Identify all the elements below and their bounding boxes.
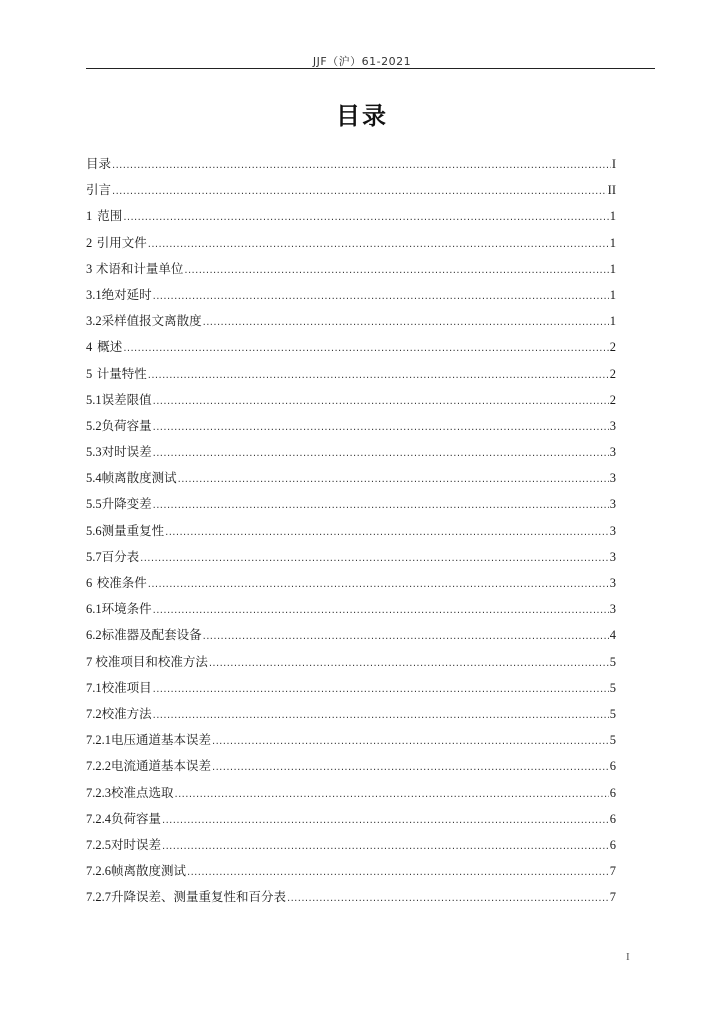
toc-entry-number: 7.2.2	[86, 759, 111, 774]
toc-entry-number: 5	[86, 366, 93, 381]
toc-entry-label: 帧离散度测试	[111, 863, 187, 879]
toc-leader-dots	[153, 496, 609, 511]
toc-entry-number: 7.2.7	[86, 890, 111, 905]
toc-leader-dots	[148, 235, 609, 250]
toc-entry[interactable]	[86, 652, 616, 678]
toc-entry-number: 6	[86, 576, 93, 590]
toc-entry-label: 计量特性	[96, 365, 147, 381]
toc-entry[interactable]	[86, 285, 616, 311]
toc-entry-label: 升降变差	[101, 496, 152, 512]
header-standard-code: JJF（沪）61-2021	[312, 55, 412, 68]
toc-entry-number: 7.2.5	[86, 837, 111, 852]
toc-entry-label: 校准方法	[101, 705, 152, 721]
toc-entry-label: 标准器及配套设备	[101, 627, 202, 643]
toc-entry-page: I	[611, 157, 616, 171]
toc-leader-dots	[140, 549, 609, 564]
toc-entry-page: 6	[609, 811, 616, 826]
toc-entry-page: 3	[609, 523, 616, 538]
toc-entry-label: 百分表	[101, 548, 140, 564]
toc-entry-page: 1	[609, 314, 616, 329]
toc-entry-label: 对时误差	[111, 836, 162, 852]
toc-entry-page: 4	[609, 628, 616, 643]
toc-entry[interactable]	[86, 468, 616, 494]
toc-entry-label: 误差限值	[101, 391, 152, 407]
toc-entry-number: 3.1	[86, 287, 102, 302]
toc-entry-label: 负荷容量	[111, 810, 162, 826]
toc-entry-label: 测量重复性	[101, 522, 165, 538]
toc-leader-dots	[112, 182, 607, 197]
toc-entry-number: 5.1	[86, 392, 102, 407]
toc-leader-dots	[153, 601, 609, 616]
toc-entry-page: 3	[609, 602, 616, 617]
toc-entry[interactable]	[86, 547, 616, 573]
toc-entry-label: 校准条件	[96, 575, 147, 590]
toc-entry[interactable]	[86, 311, 616, 337]
toc-entry-page: 5	[609, 706, 616, 721]
toc-leader-dots	[162, 811, 609, 826]
toc-leader-dots	[203, 627, 609, 642]
toc-entry-label: 引用文件	[96, 234, 147, 250]
toc-entry-page: 2	[609, 392, 616, 407]
toc-entry[interactable]	[86, 573, 616, 599]
toc-entry-page: 3	[609, 418, 616, 433]
toc-entry-label: 帧离散度测试	[101, 470, 177, 486]
toc-entry-number: 6.1	[86, 602, 102, 617]
toc-leader-dots	[209, 654, 609, 669]
toc-entry-number: 7.2.6	[86, 864, 111, 879]
toc-entry-number: 5.2	[86, 418, 102, 433]
toc-leader-dots	[287, 889, 609, 904]
toc-leader-dots	[212, 758, 609, 773]
toc-leader-dots	[165, 523, 609, 538]
toc-entry-page: 3	[609, 576, 616, 590]
toc-entry[interactable]	[86, 678, 616, 704]
toc-entry-page: 1	[609, 287, 616, 302]
toc-entry-page: 6	[609, 837, 616, 852]
toc-entry[interactable]	[86, 233, 616, 259]
toc-entry[interactable]	[86, 442, 616, 468]
toc-entry-label: 负荷容量	[101, 417, 152, 433]
toc-entry-label: 校准点选取	[111, 784, 174, 800]
toc-entry-number: 5.7	[86, 549, 102, 564]
toc-entry-label: 采样值报文离散度	[101, 313, 202, 329]
toc-entry[interactable]	[86, 521, 616, 547]
toc-entry-page: 5	[609, 654, 616, 669]
toc-entry-label: 术语和计量单位	[95, 260, 184, 276]
toc-leader-dots	[112, 156, 611, 171]
toc-entry-label: 电流通道基本误差	[111, 758, 212, 774]
toc-entry[interactable]	[86, 704, 616, 730]
toc-entry-label: 电压通道基本误差	[111, 732, 212, 748]
toc-entry-page: 3	[609, 471, 616, 486]
table-of-contents	[86, 154, 616, 913]
toc-entry-label: 升降误差、测量重复性和百分表	[111, 889, 287, 905]
toc-leader-dots	[148, 366, 609, 381]
toc-leader-dots	[175, 785, 609, 800]
footer-page-number: I	[626, 951, 630, 963]
toc-leader-dots	[187, 863, 609, 878]
toc-leader-dots	[153, 706, 609, 721]
toc-entry-number: 3	[86, 261, 93, 276]
toc-entry-page: 2	[609, 340, 616, 355]
toc-entry-number: 2	[86, 235, 93, 250]
toc-leader-dots	[162, 837, 609, 852]
toc-entry-number: 7.2.4	[86, 811, 111, 826]
toc-entry[interactable]	[86, 625, 616, 651]
toc-entry-label: 对时误差	[101, 444, 152, 460]
toc-entry[interactable]	[86, 337, 616, 363]
toc-entry-label: 引言	[86, 182, 112, 198]
toc-leader-dots	[153, 418, 609, 433]
toc-entry-page: 5	[609, 733, 616, 748]
toc-entry-number: 5.6	[86, 523, 102, 538]
toc-entry-page: 3	[609, 549, 616, 564]
toc-entry-number: 7.1	[86, 680, 102, 695]
toc-entry-page: 3	[609, 497, 616, 512]
toc-leader-dots	[178, 470, 609, 485]
toc-entry-label: 校准项目	[101, 679, 152, 695]
toc-entry-page: 7	[609, 864, 616, 879]
toc-leader-dots	[153, 287, 609, 302]
toc-entry[interactable]	[86, 756, 616, 782]
toc-entry-page: 1	[609, 209, 616, 224]
toc-entry-number: 3.2	[86, 314, 102, 329]
toc-entry-page: 2	[609, 366, 616, 381]
toc-entry[interactable]	[86, 887, 616, 913]
toc-entry[interactable]	[86, 494, 616, 520]
toc-entry-number: 5.5	[86, 497, 102, 512]
page-title: 目录	[336, 102, 388, 130]
toc-entry[interactable]	[86, 180, 616, 206]
toc-entry-page: 5	[609, 680, 616, 695]
header-rule	[86, 68, 655, 69]
toc-leader-dots	[153, 680, 609, 695]
toc-entry[interactable]	[86, 364, 616, 390]
toc-entry-label: 校准项目和校准方法	[95, 653, 208, 669]
toc-entry-label: 概述	[97, 339, 123, 355]
toc-entry-number: 7.2	[86, 706, 102, 721]
toc-entry[interactable]	[86, 416, 616, 442]
toc-entry[interactable]	[86, 783, 616, 809]
toc-entry-number: 6.2	[86, 628, 102, 643]
toc-entry[interactable]	[86, 154, 616, 180]
toc-leader-dots	[153, 392, 609, 407]
toc-entry[interactable]	[86, 809, 616, 835]
toc-entry-page: II	[607, 183, 616, 198]
toc-leader-dots	[203, 313, 609, 328]
toc-entry[interactable]	[86, 259, 616, 285]
toc-entry-number: 7.2.1	[86, 733, 111, 748]
toc-entry-page: 6	[609, 759, 616, 774]
toc-entry-page: 6	[609, 785, 616, 800]
toc-leader-dots	[153, 444, 609, 459]
toc-leader-dots	[123, 208, 608, 223]
toc-entry-label: 绝对延时	[101, 286, 152, 302]
toc-entry-number: 7	[86, 654, 93, 669]
toc-entry[interactable]	[86, 206, 616, 232]
toc-entry[interactable]	[86, 835, 616, 861]
toc-entry-number: 5.4	[86, 471, 102, 486]
toc-leader-dots	[184, 261, 608, 276]
toc-entry-number: 7.2.3	[86, 785, 111, 800]
toc-entry[interactable]	[86, 390, 616, 416]
toc-entry-label: 环境条件	[101, 601, 152, 617]
toc-entry[interactable]	[86, 861, 616, 887]
toc-entry-page: 7	[609, 890, 616, 905]
toc-entry-page: 1	[609, 235, 616, 250]
toc-entry-label: 目录	[86, 156, 112, 171]
toc-entry[interactable]	[86, 599, 616, 625]
toc-leader-dots	[123, 339, 608, 354]
toc-leader-dots	[212, 732, 609, 747]
toc-entry-number: 4	[86, 340, 93, 355]
toc-entry[interactable]	[86, 730, 616, 756]
toc-entry-label: 范围	[97, 208, 123, 224]
toc-leader-dots	[148, 575, 609, 590]
toc-entry-number: 5.3	[86, 445, 102, 460]
toc-entry-page: 1	[609, 261, 616, 276]
toc-entry-number: 1	[86, 209, 93, 224]
toc-entry-page: 3	[609, 445, 616, 460]
